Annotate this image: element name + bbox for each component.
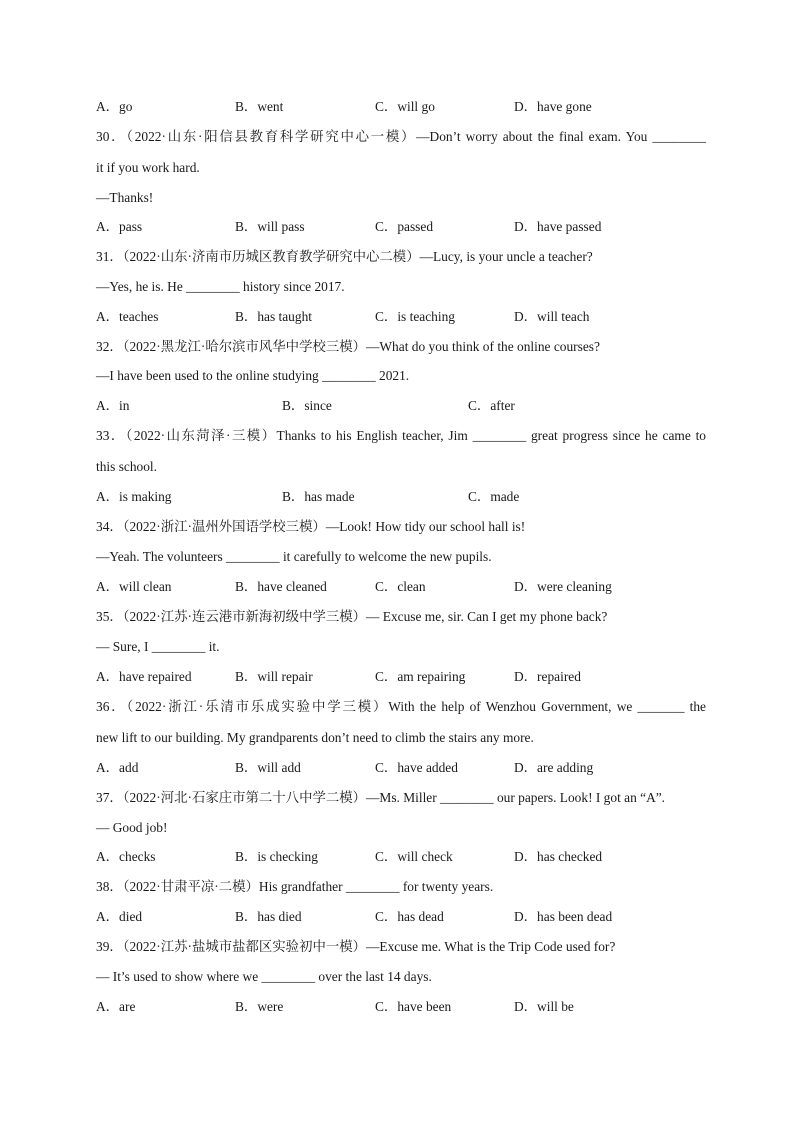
q37-options [96, 848, 716, 866]
q33-stem-line2: this school. [96, 459, 158, 474]
q33-options [96, 488, 716, 506]
q37-option-b: B．is checking [235, 849, 318, 864]
q37-option-c: C．will check [375, 849, 453, 864]
q33-stem-line1: 33．（2022·山东菏泽·三模）Thanks to his English teacher, Jim ________ great progress since he came to [96, 428, 706, 443]
q35-stem-line1: 35．（2022·江苏·连云港市新海初级中学三模）— Excuse me, sir. Can I get my phone back? [96, 609, 608, 624]
q30-stem-line1: 30．（2022·山东·阳信县教育科学研究中心一模）—Don’t worry about the final exam. You ________ [96, 129, 706, 144]
q36-stem-line1: 36．（2022·浙江·乐清市乐成实验中学三模）With the help of Wenzhou Government, we _______ the [96, 699, 706, 714]
q36-stem-line2: new lift to our building. My grandparents don’t need to climb the stairs any more. [96, 730, 534, 745]
q39-option-b: B．were [235, 999, 284, 1014]
q34-stem-line1: 34．（2022·浙江·温州外国语学校三模）—Look! How tidy our school hall is! [96, 519, 526, 534]
q36-option-d: D．are adding [514, 760, 594, 775]
q38-option-c: C．has dead [375, 909, 444, 924]
q34-option-a: A．will clean [96, 579, 172, 594]
q37-stem-line1: 37．（2022·河北·石家庄市第二十八中学二模）—Ms. Miller ________ our papers. Look! I got an “A”. [96, 790, 666, 805]
q31-stem-line1: 31．（2022·山东·济南市历城区教育教学研究中心二模）—Lucy, is your uncle a teacher? [96, 249, 593, 264]
q36-option-b: B．will add [235, 760, 301, 775]
q31-options [96, 308, 716, 326]
q35-options [96, 668, 716, 686]
q35-option-b: B．will repair [235, 669, 313, 684]
q32-option-b: B．since [282, 398, 332, 413]
q37-option-a: A．checks [96, 849, 156, 864]
q38-option-a: A．died [96, 909, 143, 924]
q33-option-c: C．made [468, 489, 520, 504]
q29-option-a: A．go [96, 99, 133, 114]
q37-stem-line2: — Good job! [96, 820, 168, 835]
q34-option-c: C．clean [375, 579, 426, 594]
q31-option-d: D．will teach [514, 309, 590, 324]
q32-stem-line2: —I have been used to the online studying ________ 2021. [96, 368, 410, 383]
q30-stem-line3: —Thanks! [96, 190, 154, 205]
q30-option-d: D．have passed [514, 219, 602, 234]
q34-stem-line2: —Yeah. The volunteers ________ it carefully to welcome the new pupils. [96, 549, 492, 564]
q39-options [96, 998, 716, 1016]
q30-stem-line2: it if you work hard. [96, 160, 200, 175]
q31-option-c: C．is teaching [375, 309, 455, 324]
q39-option-d: D．will be [514, 999, 574, 1014]
q29-option-d: D．have gone [514, 99, 592, 114]
q36-option-a: A．add [96, 760, 139, 775]
q34-option-b: B．have cleaned [235, 579, 327, 594]
q36-option-c: C．have added [375, 760, 458, 775]
q30-option-c: C．passed [375, 219, 434, 234]
q30-option-b: B．will pass [235, 219, 305, 234]
q35-option-a: A．have repaired [96, 669, 192, 684]
q39-stem-line2: — It’s used to show where we ________ over the last 14 days. [96, 969, 432, 984]
q35-option-c: C．am repairing [375, 669, 466, 684]
q33-option-a: A．is making [96, 489, 172, 504]
q30-options [96, 218, 716, 236]
q36-options [96, 759, 716, 777]
q32-stem-line1: 32．（2022·黑龙江·哈尔滨市风华中学校三模）—What do you think of the online courses? [96, 339, 600, 354]
q31-option-a: A．teaches [96, 309, 159, 324]
q32-option-c: C．after [468, 398, 515, 413]
q35-stem-line2: — Sure, I ________ it. [96, 639, 220, 654]
q29-options [96, 98, 716, 116]
q35-option-d: D．repaired [514, 669, 581, 684]
q34-option-d: D．were cleaning [514, 579, 612, 594]
q29-option-b: B．went [235, 99, 284, 114]
q31-stem-line2: —Yes, he is. He ________ history since 2017. [96, 279, 345, 294]
q33-option-b: B．has made [282, 489, 355, 504]
q37-option-d: D．has checked [514, 849, 603, 864]
q38-option-b: B．has died [235, 909, 302, 924]
q34-options [96, 578, 716, 596]
q32-options [96, 397, 716, 415]
q31-option-b: B．has taught [235, 309, 312, 324]
q39-option-a: A．are [96, 999, 136, 1014]
q38-option-d: D．has been dead [514, 909, 613, 924]
q38-stem-line1: 38．（2022·甘肃平凉·二模）His grandfather ________ for twenty years. [96, 879, 494, 894]
q29-option-c: C．will go [375, 99, 435, 114]
q39-option-c: C．have been [375, 999, 452, 1014]
q39-stem-line1: 39．（2022·江苏·盐城市盐都区实验初中一模）—Excuse me. What is the Trip Code used for? [96, 939, 616, 954]
q32-option-a: A．in [96, 398, 130, 413]
q38-options [96, 908, 716, 926]
q30-option-a: A．pass [96, 219, 143, 234]
